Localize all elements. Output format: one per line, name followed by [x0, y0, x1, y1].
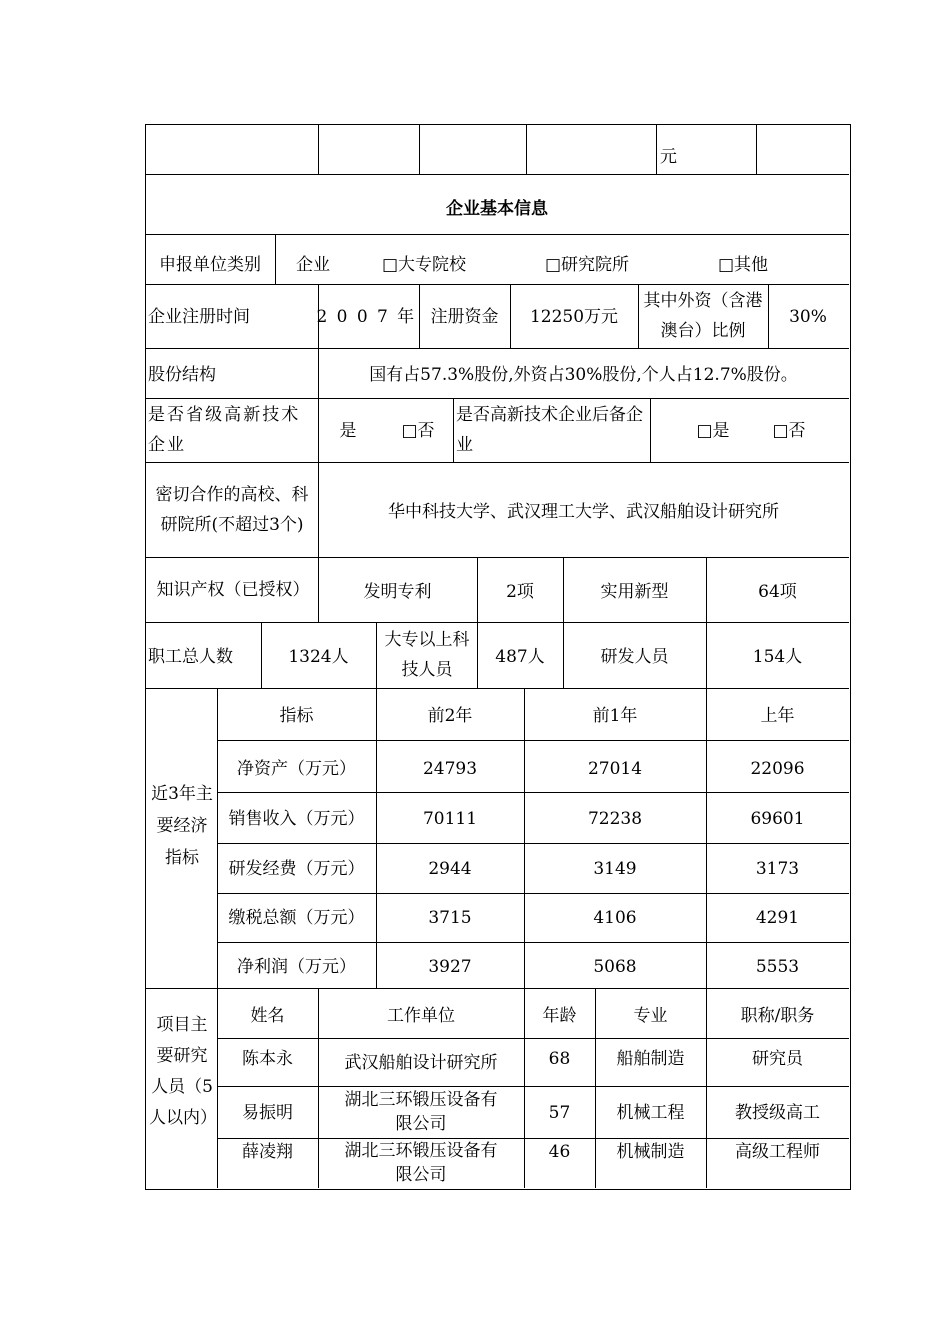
foreign-ratio-label: 其中外资（含港澳台）比例: [643, 291, 763, 341]
researcher-name: 易振明: [242, 1103, 293, 1123]
econ-cell: 72238: [587, 809, 643, 829]
option-research-institute[interactable]: □研究院所: [545, 255, 630, 275]
econ-row-name: 缴税总额（万元）: [228, 908, 365, 928]
econ-header-year-2: 前2年: [427, 706, 473, 726]
registered-capital-value: 12250万元: [529, 307, 619, 327]
researcher-unit: 湖北三环锻压设备有限公司: [344, 1141, 498, 1185]
econ-cell: 3173: [755, 859, 800, 879]
econ-cell: 69601: [750, 809, 805, 829]
option-enterprise[interactable]: 企业: [296, 255, 330, 275]
econ-row-name: 净利润（万元）: [237, 957, 356, 977]
researcher-header-age: 年龄: [542, 1006, 577, 1026]
share-structure-value: 国有占57.3%股份,外资占30%股份,个人占12.7%股份。: [369, 365, 798, 385]
section-title: 企业基本信息: [446, 199, 548, 219]
rd-staff-value: 154人: [752, 647, 803, 667]
researcher-header-unit: 工作单位: [387, 1006, 455, 1026]
partners-label: 密切合作的高校、科研院所(不超过3个): [155, 484, 309, 535]
econ-cell: 4291: [755, 908, 800, 928]
registration-time-label: 企业注册时间: [148, 307, 250, 327]
researcher-title: 高级工程师: [735, 1142, 820, 1162]
invention-patent-value: 2项: [506, 582, 534, 602]
researcher-name: 陈本永: [242, 1049, 293, 1069]
econ-cell: 22096: [750, 759, 805, 779]
total-staff-label: 职工总人数: [148, 647, 233, 667]
researcher-title: 研究员: [752, 1049, 803, 1069]
economics-side-label: 近3年主要经济指标: [151, 784, 213, 868]
econ-cell: 24793: [422, 759, 478, 779]
reserve-hightech-label: 是否高新技术企业后备企业: [456, 405, 643, 455]
provincial-hightech-label: 是否省级高新技术企业: [148, 405, 301, 455]
invention-patent-label: 发明专利: [363, 582, 432, 602]
econ-row-name: 净资产（万元）: [237, 759, 356, 779]
option-college[interactable]: □大专院校: [382, 255, 467, 275]
option-other[interactable]: □其他: [718, 255, 769, 275]
econ-row-name: 研发经费（万元）: [228, 859, 365, 879]
applicant-type-label: 申报单位类别: [159, 255, 261, 275]
tech-staff-label: 大专以上科技人员: [384, 630, 470, 680]
researcher-header-name: 姓名: [250, 1006, 285, 1026]
total-staff-value: 1324人: [288, 647, 349, 667]
researcher-header-major: 专业: [633, 1006, 668, 1026]
researchers-side-label: 项目主要研究人员（5人以内）: [149, 1015, 217, 1128]
econ-cell: 70111: [422, 809, 478, 829]
share-structure-label: 股份结构: [148, 365, 216, 385]
researcher-header-title: 职称/职务: [740, 1006, 815, 1026]
econ-cell: 3715: [428, 908, 472, 928]
econ-cell: 3149: [593, 859, 637, 879]
ip-label: 知识产权（已授权）: [156, 580, 310, 600]
researcher-title: 教授级高工: [735, 1103, 820, 1123]
utility-model-value: 64项: [758, 582, 797, 602]
rd-staff-label: 研发人员: [600, 647, 669, 667]
econ-cell: 4106: [593, 908, 637, 928]
econ-header-year-1: 前1年: [592, 706, 638, 726]
registered-capital-label: 注册资金: [430, 307, 499, 327]
researcher-unit: 武汉船舶设计研究所: [344, 1053, 498, 1073]
foreign-ratio-value: 30%: [789, 307, 827, 327]
econ-cell: 5068: [593, 957, 637, 977]
econ-cell: 5553: [755, 957, 800, 977]
reserve-no-option[interactable]: □否: [772, 421, 806, 441]
partners-value: 华中科技大学、武汉理工大学、武汉船舶设计研究所: [388, 502, 779, 522]
econ-row-name: 销售收入（万元）: [228, 809, 365, 829]
provincial-no-option[interactable]: □否: [401, 421, 435, 441]
econ-cell: 3927: [428, 957, 472, 977]
researcher-major: 机械工程: [616, 1103, 685, 1123]
currency-unit: 元: [660, 147, 677, 167]
researcher-age: 68: [548, 1049, 571, 1069]
researcher-name: 薛凌翔: [242, 1142, 293, 1162]
tech-staff-value: 487人: [495, 647, 545, 667]
researcher-unit: 湖北三环锻压设备有限公司: [344, 1090, 498, 1134]
econ-header-last-year: 上年: [760, 706, 795, 726]
registration-time-value: 2007年: [316, 307, 424, 327]
researcher-age: 57: [548, 1103, 571, 1123]
utility-model-label: 实用新型: [600, 582, 669, 602]
researcher-major: 船舶制造: [616, 1049, 685, 1069]
researcher-age: 46: [548, 1142, 571, 1162]
econ-header-indicator: 指标: [279, 706, 314, 726]
econ-cell: 2944: [428, 859, 472, 879]
provincial-yes-option[interactable]: 是: [339, 421, 357, 441]
econ-cell: 27014: [587, 759, 643, 779]
researcher-major: 机械制造: [616, 1142, 685, 1162]
reserve-yes-option[interactable]: □是: [696, 421, 730, 441]
